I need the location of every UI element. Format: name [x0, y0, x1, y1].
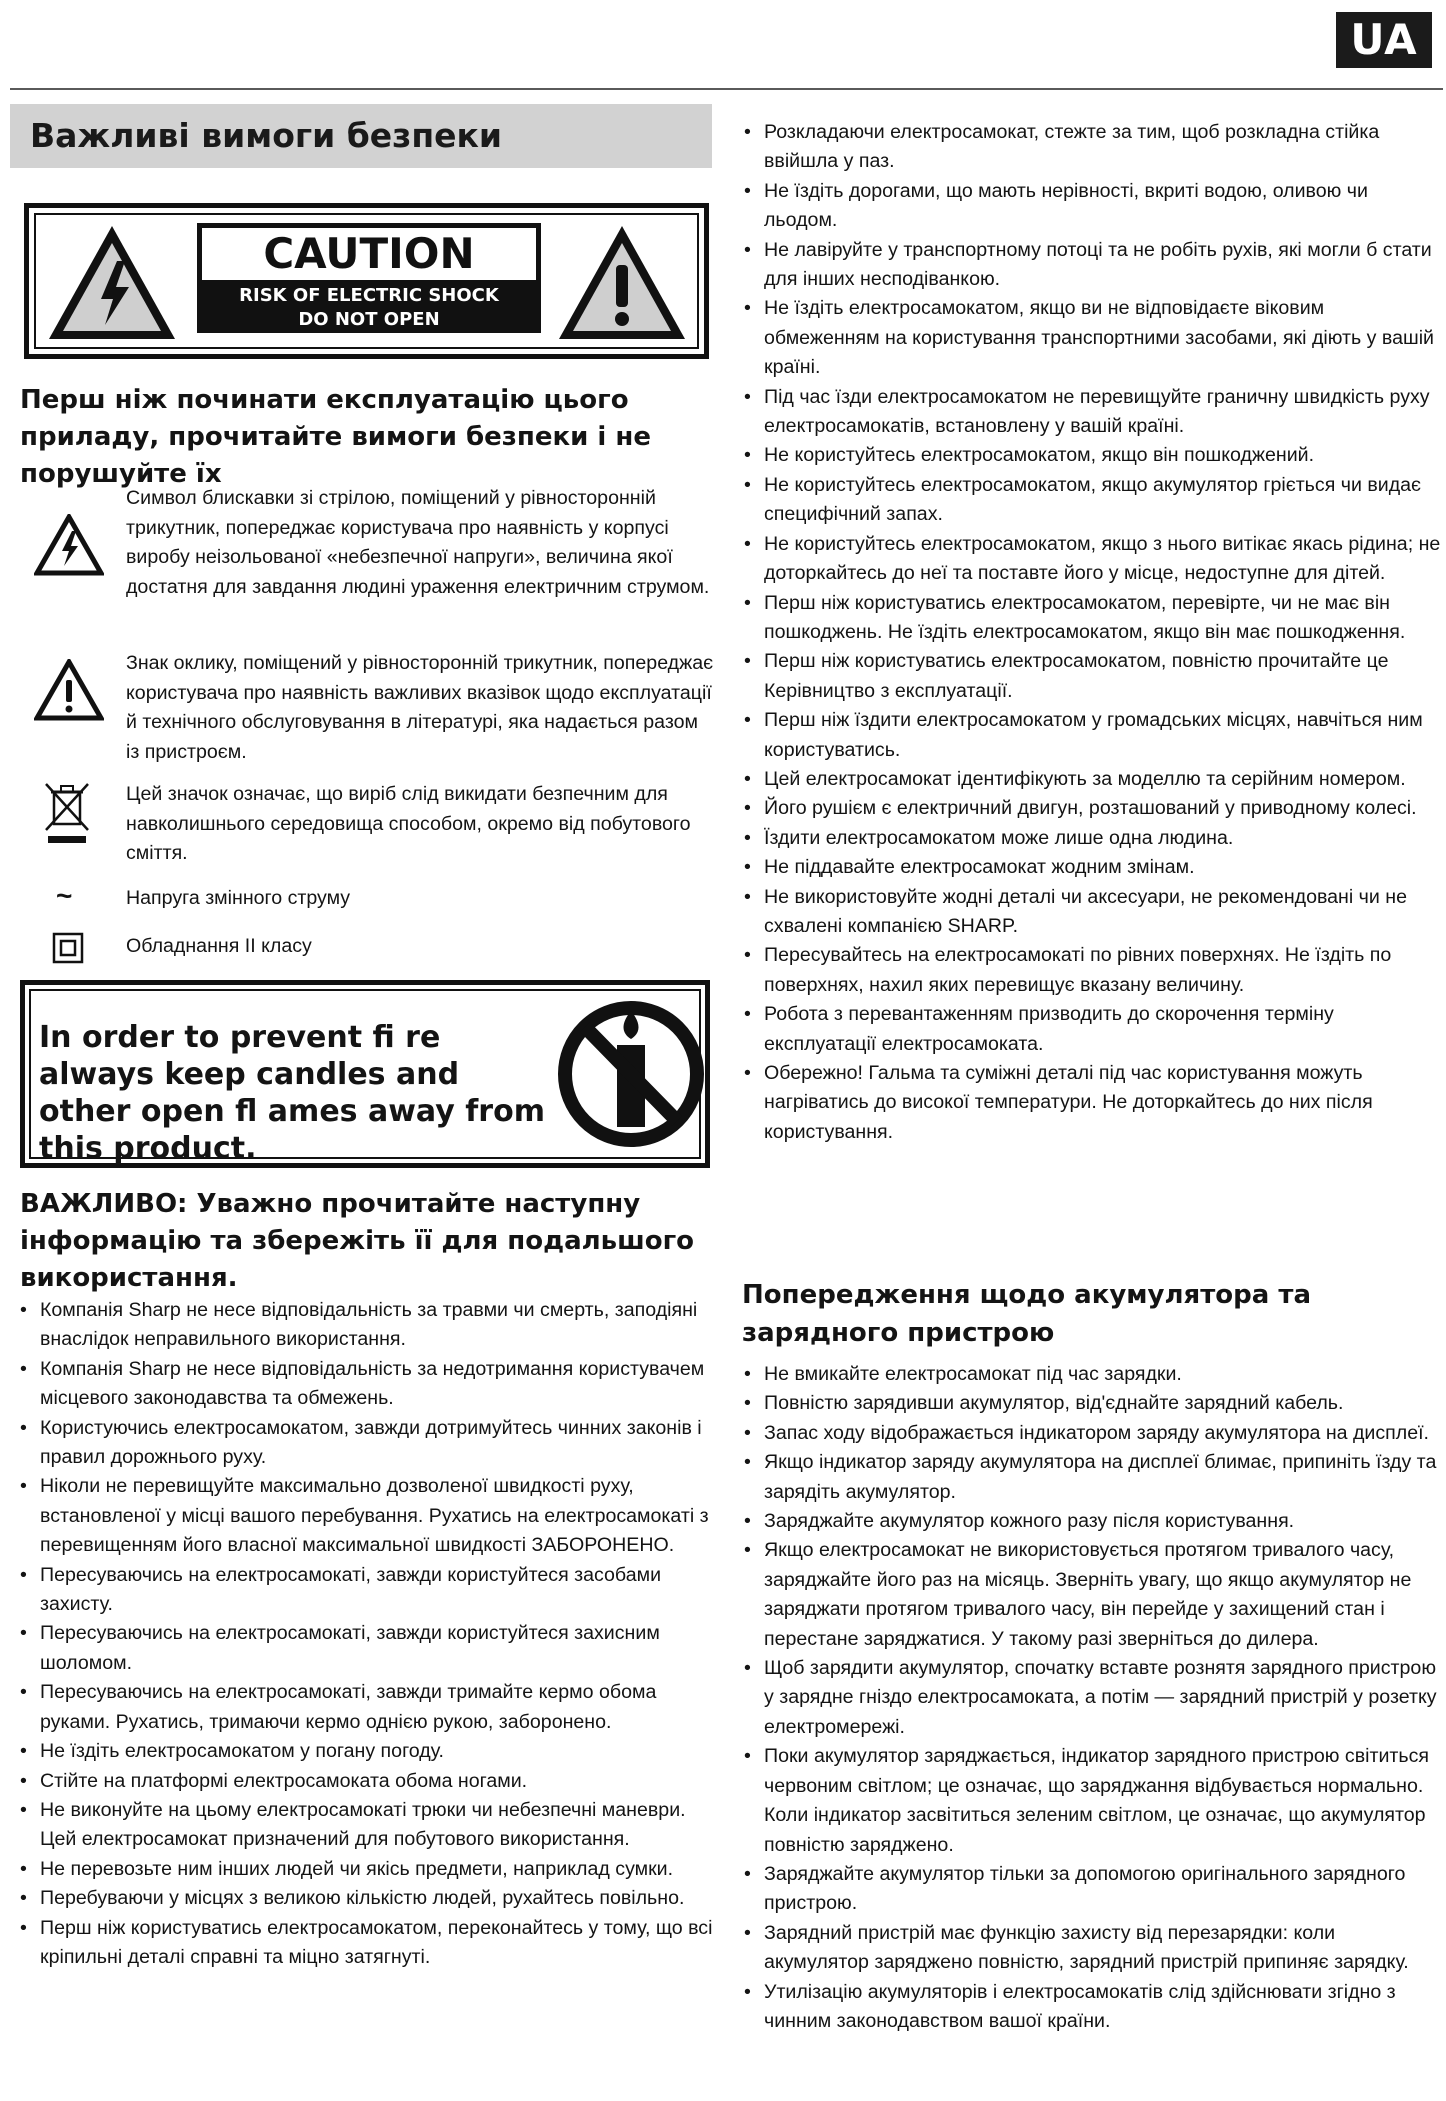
right-bullet-list [742, 118, 1442, 1147]
list-item: • Повністю зарядивши акумулятор, від'єднайте зарядний кабель. [742, 1389, 1442, 1418]
list-item: • Перш ніж користуватись електросамокатом, перевірте, чи не має він пошкоджень. Не їздіть електросамокатом, якщо він має пошкодження. [742, 589, 1442, 648]
battery-bullet-list [742, 1360, 1442, 2036]
caution-label [197, 223, 541, 333]
language-badge: UA [1336, 12, 1432, 68]
list-item: • Стійте на платформі електросамоката обома ногами. [18, 1767, 718, 1796]
list-item: • Не використовуйте жодні деталі чи аксесуари, не рекомендовані чи не схвалені компанією SHARP. [742, 883, 1442, 942]
list-item: • Не їздіть електросамокатом, якщо ви не відповідаєте віковим обмеженням на користування транспортними засобами, які діють у вашій країні. [742, 294, 1442, 382]
symbol-text: Обладнання II класу [126, 935, 312, 957]
intro-heading: Перш ніж починати експлуатацію цього приладу, прочитайте вимоги безпеки і не порушуйте їх [20, 385, 651, 489]
list-item: • Не користуйтесь електросамокатом, якщо з нього витікає якась рідина; не доторкайтесь до неї та поставте його у місце, недоступне для дітей. [742, 530, 1442, 589]
list-item: • Їздити електросамокатом може лише одна людина. [742, 824, 1442, 853]
list-item: • Перебуваючи у місцях з великою кількістю людей, рухайтесь повільно. [18, 1884, 718, 1913]
list-item: • Не перевозьте ним інших людей чи якісь предмети, наприклад сумки. [18, 1855, 718, 1884]
list-item: • Заряджайте акумулятор тільки за допомогою оригінального зарядного пристрою. [742, 1860, 1442, 1919]
list-item: • Його рушієм є електричний двигун, розташований у приводному колесі. [742, 794, 1442, 823]
lightning-triangle-icon [45, 221, 179, 345]
exclamation-triangle-icon [555, 221, 689, 345]
list-item: • Не вмикайте електросамокат під час зарядки. [742, 1360, 1442, 1389]
caution-heading: CAUTION [202, 228, 536, 280]
list-item: • Користуючись електросамокатом, завжди дотримуйтесь чинних законів і правил дорожнього руху. [18, 1414, 718, 1473]
no-open-flame-icon [555, 993, 707, 1155]
list-item: • Пересуваючись на електросамокаті, завжди користуйтеся засобами захисту. [18, 1561, 718, 1620]
symbol-text: Напруга змінного струму [126, 887, 351, 909]
list-item: • Щоб зарядити акумулятор, спочатку вставте рознятя зарядного пристрою у зарядне гніздо електросамоката, а потім — зарядний пристрій у розетку електромережі. [742, 1654, 1442, 1742]
list-item: • Перш ніж їздити електросамокатом у громадських місцях, навчіться ним користуватись. [742, 706, 1442, 765]
fire-warning-text: In order to prevent fi re always keep candles and other open fl ames away from this product. [39, 1020, 545, 1166]
section-title-bar [10, 104, 712, 168]
exclamation-triangle-icon [34, 659, 104, 721]
list-item: • Не користуйтесь електросамокатом, якщо він пошкоджений. [742, 441, 1442, 470]
list-item: • Не виконуйте на цьому електросамокаті трюки чи небезпечні маневри. Цей електросамокат призначений для побутового використання. [18, 1796, 718, 1855]
list-item: • Якщо електросамокат не використовується протягом тривалого часу, заряджайте його раз на місяць. Зверніть увагу, що якщо акумулятор не заряджати протягом тривалого часу, він перейде у захищений стан і перестане заряджатися. У такому разі зверніться до дилера. [742, 1536, 1442, 1654]
page-title: Важливі вимоги безпеки [30, 116, 503, 155]
caution-line-2: DO NOT OPEN [298, 309, 440, 330]
symbol-text: Цей значок означає, що виріб слід викидати безпечним для навколишнього середовища способом, окремо від побутового сміття. [126, 783, 691, 864]
important-heading: ВАЖЛИВО: Уважно прочитайте наступну інформацію та збережіть її для подальшого використання. [20, 1189, 695, 1293]
list-item: • Не лавіруйте у транспортному потоці та не робіть рухів, які могли б стати для інших несподіванкою. [742, 236, 1442, 295]
list-item: • Пересуваючись на електросамокаті, завжди користуйтеся захисним шоломом. [18, 1619, 718, 1678]
list-item: • Компанія Sharp не несе відповідальність за травми чи смерть, заподіяні внаслідок неправильного використання. [18, 1296, 718, 1355]
list-item: • Не їздіть дорогами, що мають нерівності, вкриті водою, оливою чи льодом. [742, 177, 1442, 236]
class-ii-icon [52, 932, 84, 964]
list-item: • Перш ніж користуватись електросамокатом, переконайтесь у тому, що всі кріпильні деталі справні та міцно затягнуті. [18, 1914, 718, 1973]
list-item: • Запас ходу відображається індикатором заряду акумулятора на дисплеї. [742, 1419, 1442, 1448]
list-item: • Розкладаючи електросамокат, стежте за тим, щоб розкладна стійка ввійшла у паз. [742, 118, 1442, 177]
list-item: • Під час їзди електросамокатом не перевищуйте граничну швидкість руху електросамокатів, встановлену у вашій країні. [742, 383, 1442, 442]
list-item: • Не користуйтесь електросамокатом, якщо акумулятор гріється чи видає специфічний запах. [742, 471, 1442, 530]
list-item: • Ніколи не перевищуйте максимально дозволеної швидкості руху, встановленої у місці вашого перебування. Рухатись на електросамокаті з перевищенням його власної максимальної швидкості ЗАБОРОНЕНО. [18, 1472, 718, 1560]
list-item: • Зарядний пристрій має функцію захисту від перезарядки: коли акумулятор заряджено повністю, зарядний пристрій припиняє зарядку. [742, 1919, 1442, 1978]
list-item: • Не піддавайте електросамокат жодним змінам. [742, 853, 1442, 882]
list-item: • Цей електросамокат ідентифікують за моделлю та серійним номером. [742, 765, 1442, 794]
battery-heading: Попередження щодо акумулятора та зарядного пристрою [742, 1280, 1311, 1348]
symbol-text: Знак оклику, поміщений у рівносторонній трикутник, попереджає користувача про наявність важливих вказівок щодо експлуатації й технічного обслуговування в літературі, яка надається разом із пристроєм. [126, 652, 714, 763]
list-item: • Не їздіть електросамокатом у погану погоду. [18, 1737, 718, 1766]
header-rule [10, 88, 1443, 90]
list-item: • Компанія Sharp не несе відповідальність за недотримання користувачем місцевого законодавства та обмежень. [18, 1355, 718, 1414]
caution-line-1: RISK OF ELECTRIC SHOCK [239, 285, 499, 306]
symbol-text: Символ блискавки зі стрілою, поміщений у рівносторонній трикутник, попереджає користувача про наявність у корпусі виробу неізольованої «небезпечної напруги», величина якої достатня для завдання людині ураження електричним струмом. [126, 487, 710, 598]
list-item: • Пересуваючись на електросамокаті, завжди тримайте кермо обома руками. Рухатись, тримаючи кермо однією рукою, заборонено. [18, 1678, 718, 1737]
list-item: • Обережно! Гальма та суміжні деталі під час користування можуть нагріватись до високої температури. Не доторкайтесь до них після користування. [742, 1059, 1442, 1147]
ac-tilde-icon: ~ [56, 880, 73, 911]
list-item: • Поки акумулятор заряджається, індикатор зарядного пристрою світиться червоним світлом; це означає, що заряджання відбувається нормально. Коли індикатор засвітиться зеленим світлом, це означає, що акумулятор повністю заряджено. [742, 1742, 1442, 1860]
crossed-bin-icon [42, 780, 92, 844]
list-item: • Робота з перевантаженням призводить до скорочення терміну експлуатації електросамоката. [742, 1000, 1442, 1059]
list-item: • Утилізацію акумуляторів і електросамокатів слід здійснювати згідно з чинним законодавством вашої країни. [742, 1978, 1442, 2037]
fire-warning-box [20, 980, 710, 1168]
list-item: • Якщо індикатор заряду акумулятора на дисплеї блимає, припиніть їзду та зарядіть акумулятор. [742, 1448, 1442, 1507]
left-bullet-list [18, 1296, 718, 1972]
lightning-triangle-icon [34, 514, 104, 576]
list-item: • Заряджайте акумулятор кожного разу після користування. [742, 1507, 1442, 1536]
list-item: • Перш ніж користуватись електросамокатом, повністю прочитайте це Керівництво з експлуатації. [742, 647, 1442, 706]
list-item: • Пересувайтесь на електросамокаті по рівних поверхнях. Не їздіть по поверхнях, нахил яких перевищує вказану величину. [742, 941, 1442, 1000]
caution-label-box [24, 203, 709, 359]
